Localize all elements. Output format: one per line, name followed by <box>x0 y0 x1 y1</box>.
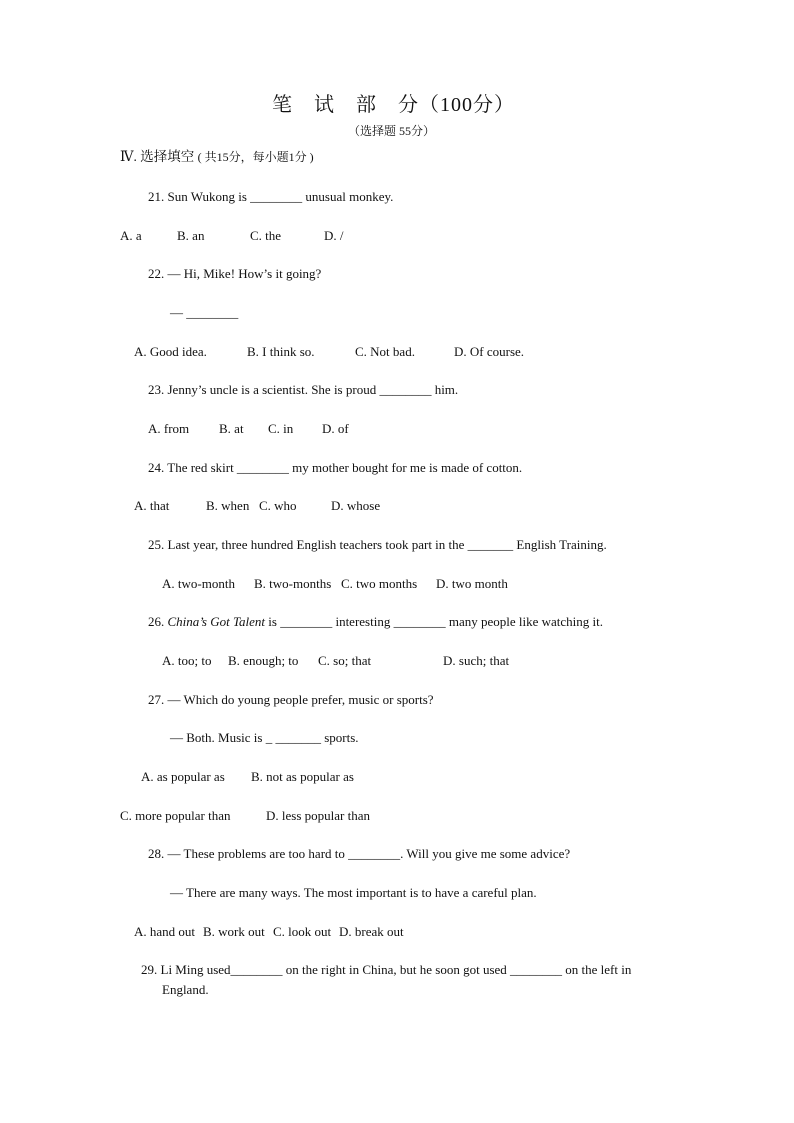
question-22-options <box>134 345 524 360</box>
option-a[interactable]: A. hand out <box>134 924 196 939</box>
option-b[interactable]: B. when <box>206 498 250 513</box>
option-a[interactable]: A. too; to <box>162 653 212 668</box>
question-29-stem-continued: England. <box>162 982 209 997</box>
option-a[interactable]: A. Good idea. <box>134 344 207 359</box>
section-title: Ⅳ. 选择填空 <box>120 149 195 164</box>
option-b[interactable]: B. not as popular as <box>251 769 354 784</box>
page-subtitle: （选择题 55分） <box>348 124 436 138</box>
option-c[interactable]: C. in <box>268 421 294 436</box>
option-c[interactable]: C. two months <box>341 576 418 591</box>
option-d[interactable]: D. whose <box>331 498 381 513</box>
question-24-stem: 24. The red skirt ________ my mother bought for me is made of cotton. <box>148 460 523 475</box>
option-c[interactable]: C. who <box>259 498 297 513</box>
option-b[interactable]: B. I think so. <box>247 344 315 359</box>
question-24-options <box>134 499 380 514</box>
question-number: 26. <box>148 614 168 629</box>
option-d[interactable]: D. of <box>322 421 349 436</box>
option-a[interactable]: A. from <box>148 421 190 436</box>
option-c[interactable]: C. look out <box>273 924 332 939</box>
option-d[interactable]: D. less popular than <box>266 808 370 823</box>
question-28-stem: 28. — These problems are too hard to ________. Will you give me some advice? <box>148 846 571 861</box>
question-28-options <box>134 925 404 940</box>
question-22-stem: 22. — Hi, Mike! How’s it going? <box>148 266 322 281</box>
option-d[interactable]: D. / <box>324 228 344 243</box>
option-d[interactable]: D. such; that <box>443 653 510 668</box>
option-c[interactable]: C. more popular than <box>120 808 231 823</box>
option-b[interactable]: B. enough; to <box>228 653 299 668</box>
option-a[interactable]: A. a <box>120 228 142 243</box>
option-b[interactable]: B. at <box>219 421 244 436</box>
option-d[interactable]: D. break out <box>339 924 404 939</box>
question-27-options-row1 <box>141 770 354 785</box>
question-29-stem: 29. Li Ming used________ on the right in China, but he soon got used ________ on the left in <box>141 962 632 977</box>
question-21-stem: 21. Sun Wukong is ________ unusual monkey. <box>148 189 394 204</box>
question-22-reply: — ________ <box>170 305 239 320</box>
option-b[interactable]: B. an <box>177 228 205 243</box>
question-28-reply: — There are many ways. The most important is to have a careful plan. <box>170 885 537 900</box>
option-c[interactable]: C. so; that <box>318 653 372 668</box>
section-note: ( 共15分，每小题1分 ) <box>197 150 314 164</box>
page-title: 笔 试 部 分（100分） <box>272 94 515 116</box>
option-b[interactable]: B. two-months <box>254 576 332 591</box>
option-c[interactable]: C. Not bad. <box>355 344 415 359</box>
question-23-stem: 23. Jenny’s uncle is a scientist. She is proud ________ him. <box>148 382 459 397</box>
option-d[interactable]: D. Of course. <box>454 344 525 359</box>
question-26-options <box>162 654 509 669</box>
option-a[interactable]: A. that <box>134 498 170 513</box>
option-b[interactable]: B. work out <box>203 924 265 939</box>
question-23-options <box>148 422 349 437</box>
option-a[interactable]: A. two-month <box>162 576 235 591</box>
option-d[interactable]: D. two month <box>436 576 508 591</box>
question-25-options <box>162 577 508 592</box>
question-21-options <box>120 229 344 244</box>
section-heading <box>120 149 314 165</box>
question-27-options-row2 <box>120 809 370 824</box>
show-title: China’s Got Talent <box>167 614 266 629</box>
question-26-stem <box>148 615 603 630</box>
question-27-reply: — Both. Music is _ _______ sports. <box>170 730 359 745</box>
question-27-stem: 27. — Which do young people prefer, music or sports? <box>148 692 434 707</box>
option-c[interactable]: C. the <box>250 228 282 243</box>
question-text: is ________ interesting ________ many people like watching it. <box>265 614 603 629</box>
question-25-stem: 25. Last year, three hundred English teachers took part in the _______ English Training. <box>148 537 607 552</box>
option-a[interactable]: A. as popular as <box>141 769 225 784</box>
